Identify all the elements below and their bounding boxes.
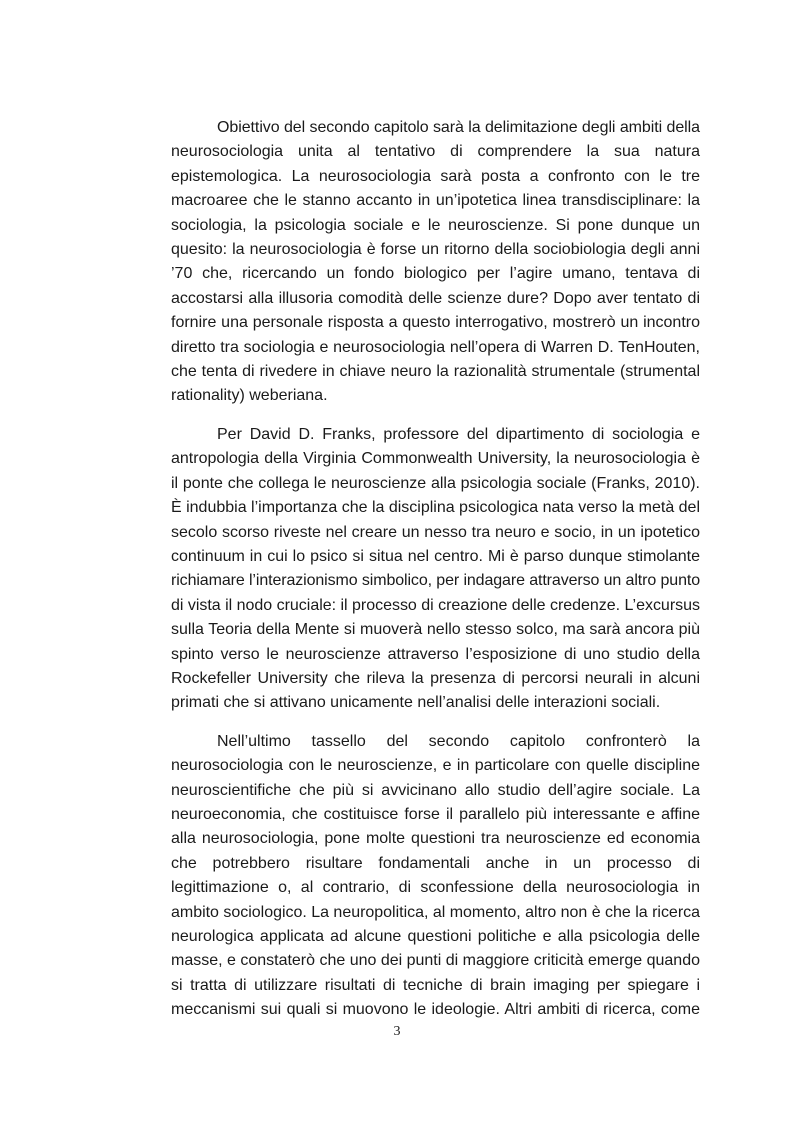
page-number: 3 <box>393 1024 401 1039</box>
text-line: quesito: la neurosociologia è forse un ritorno della sociobiologia degli anni <box>171 241 700 259</box>
text-line: masse, e constaterò che uno dei punti di maggiore criticità emerge quando <box>171 952 700 970</box>
text-line: diretto tra sociologia e neurosociologia nell’opera di Warren D. TenHouten, <box>171 338 700 356</box>
text-line: legittimazione o, al contrario, di sconfessione della neurosociologia in <box>171 879 700 897</box>
text-line: meccanismi sui quali si muovono le ideologie. Altri ambiti di ricerca, come <box>171 1001 700 1019</box>
text-line: È indubbia l’importanza che la disciplina psicologica nata verso la metà del <box>171 499 701 517</box>
text-line: che tenta di rivedere in chiave neuro la razionalità strumentale (strumental <box>171 363 700 381</box>
text-line: primati che si attivano unicamente nell’analisi delle interazioni sociali. <box>171 694 661 712</box>
text-line: sulla Teoria della Mente si muoverà nello stesso solco, ma sarà ancora più <box>171 621 700 639</box>
text-line: ambito sociologico. La neuropolitica, al momento, altro non è che la ricerca <box>171 903 701 921</box>
paragraph-spacer <box>171 409 700 423</box>
body-text <box>171 116 700 1023</box>
text-line: il ponte che collega le neuroscienze alla psicologia sociale (Franks, 2010). <box>171 474 700 492</box>
text-line: fornire una personale risposta a questo interrogativo, mostrerò un incontro <box>171 314 700 332</box>
text-line: antropologia della Virginia Commonwealth University, la neurosociologia è <box>171 450 700 468</box>
text-line: neurologica applicata ad alcune questioni politiche e alla psicologia delle <box>171 928 700 945</box>
text-line: continuum in cui lo psico si situa nel centro. Mi è parso dunque stimolante <box>171 547 700 565</box>
text-line: Rockefeller University che rileva la presenza di percorsi neurali in alcuni <box>171 669 700 687</box>
text-line: neuroscientifiche che più si avvicinano allo studio dell’agire sociale. La <box>171 781 700 799</box>
text-line: Obiettivo del secondo capitolo sarà la delimitazione degli ambiti della <box>217 119 701 136</box>
text-line: sociologia, la psicologia sociale e le neuroscienze. Si pone dunque un <box>171 216 700 234</box>
text-line: Nell’ultimo tassello del secondo capitolo confronterò la <box>217 732 700 750</box>
paragraph-2 <box>171 423 700 716</box>
text-line: neurosociologia unita al tentativo di comprendere la sua natura <box>171 143 700 161</box>
text-line: neuroeconomia, che costituisce forse il parallelo più interessante e affine <box>171 805 700 823</box>
text-line: macroaree che le stanno accanto in un’ipotetica linea transdisciplinare: la <box>171 192 700 210</box>
text-line: Per David D. Franks, professore del dipartimento di sociologia e <box>217 425 700 443</box>
text-line: richiamare l’interazionismo simbolico, per indagare attraverso un altro punto <box>171 572 700 590</box>
text-line: accostarsi alla illusoria comodità delle scienze dure? Dopo aver tentato di <box>171 289 700 307</box>
text-line: spinto verso le neuroscienze attraverso l’esposizione di uno studio della <box>171 645 700 663</box>
text-line: neurosociologia con le neuroscienze, e in particolare con quelle discipline <box>171 757 700 775</box>
paragraph-3 <box>171 730 700 1023</box>
text-line: secolo scorso riveste nel creare un nesso tra neuro e socio, in un ipotetico <box>171 523 700 541</box>
text-line: alla neurosociologia, pone molte questioni tra neuroscienze ed economia <box>171 830 700 848</box>
text-line: si tratta di utilizzare risultati di tecniche di brain imaging per spiegare i <box>171 976 700 994</box>
paragraph-spacer <box>171 716 700 730</box>
text-line: di vista il nodo cruciale: il processo di creazione delle credenze. L’excursus <box>171 596 700 614</box>
text-line: ’70 che, ricercando un fondo biologico per l’agire umano, tentava di <box>171 265 700 283</box>
text-line: epistemologica. La neurosociologia sarà posta a confronto con le tre <box>171 167 700 185</box>
text-line: che potrebbero risultare fondamentali anche in un processo di <box>171 854 700 872</box>
paragraph-1 <box>171 116 700 409</box>
text-line: rationality) weberiana. <box>171 387 328 405</box>
